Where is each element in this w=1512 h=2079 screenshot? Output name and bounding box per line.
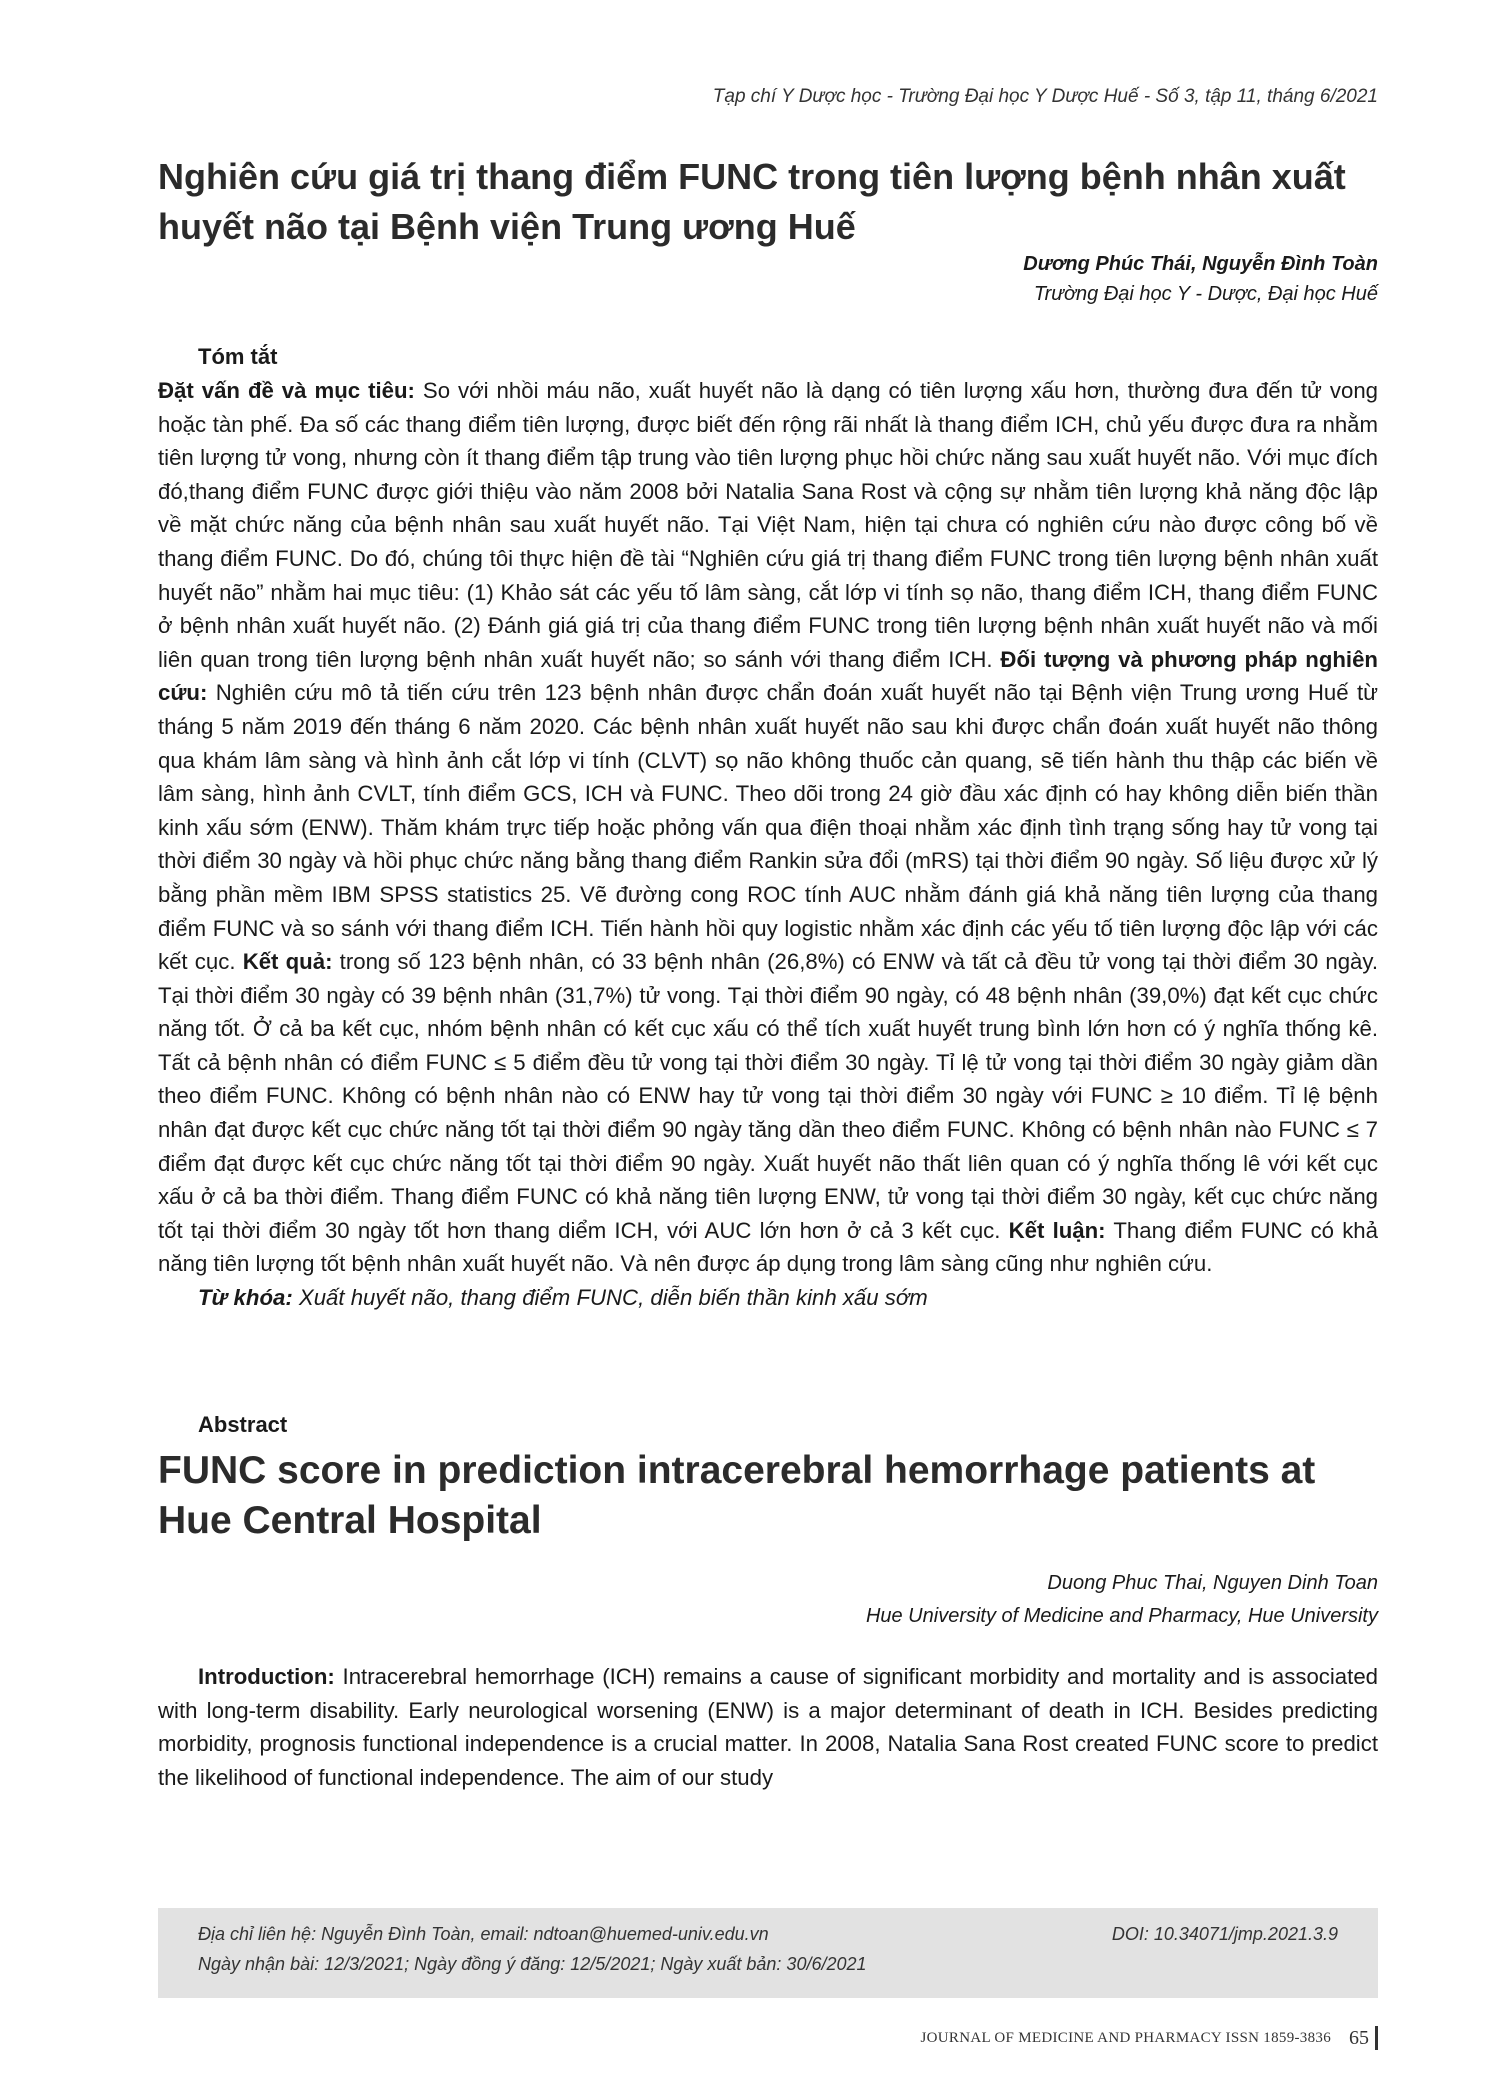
article-title-en: FUNC score in prediction intracerebral hemorrhage patients at Hue Central Hospital: [158, 1449, 1316, 1542]
keywords-vn: [158, 1281, 1378, 1315]
author-block-vn: [1023, 249, 1378, 309]
doi-link[interactable]: DOI: 10.34071/jmp.2021.3.9: [1111, 1924, 1338, 1944]
authors-en: Duong Phuc Thai, Nguyen Dinh Toan: [1047, 1572, 1378, 1594]
text-intro: Intracerebral hemorrhage (ICH) remains a cause of significant morbidity and mortality and is associated with long-term disability. Early neurological worsening (ENW) is a major determinant of death in ICH. Besides predicting morbidity, prognosis functional independence is a crucial matter. In 2008, Natalia Sana Rost created FUNC score to predict the likelihood of functional independence. The aim of our study: [158, 1664, 1378, 1790]
label-conclusion: Kết luận:: [1008, 1217, 1106, 1243]
abstract-vn-body: [158, 374, 1378, 1281]
abstract-vn: [158, 340, 1378, 1315]
authors-vn: Dương Phúc Thái, Nguyễn Đình Toàn: [1023, 253, 1378, 275]
label-background: Đặt vấn đề và mục tiêu:: [158, 378, 415, 403]
abstract-heading-en: Abstract: [198, 1412, 288, 1437]
summary-heading: Tóm tắt: [198, 344, 278, 369]
label-methods: Đối tượng và phương pháp nghiên cứu:: [158, 646, 1378, 706]
contact-row: [198, 1919, 1338, 1949]
author-block-en: [866, 1567, 1378, 1633]
journal-header: Tạp chí Y Dược học - Trường Đại học Y Dược Huế - Số 3, tập 11, tháng 6/2021: [712, 86, 1378, 107]
contact-box: [158, 1908, 1378, 1998]
article-title-vn: Nghiên cứu giá trị thang điểm FUNC trong tiên lượng bệnh nhân xuất huyết não tại Bệnh viện Trung ương Huế: [158, 156, 1346, 247]
page-footer: [920, 2026, 1378, 2050]
label-results: Kết quả:: [242, 949, 333, 975]
text-results: trong số 123 bệnh nhân, có 33 bệnh nhân (26,8%) có ENW và tất cả đều tử vong tại thời điểm 30 ngày. Tại thời điểm 30 ngày có 39 bệnh nhân (31,7%) tử vong. Tại thời điểm 90 ngày, có 48 bệnh nhân (39,0%) đạt kết cục chức năng tốt. Ở cả ba kết cục, nhóm bệnh nhân có kết cục xấu có thể tích xuất huyết trung bình lớn hơn có ý nghĩa thống kê. Tất cả bệnh nhân có điểm FUNC ≤ 5 điểm đều tử vong tại thời điểm 30 ngày. Tỉ lệ tử vong tại thời điểm 30 ngày giảm dần theo điểm FUNC. Không có bệnh nhân nào có ENW hay tử vong tại thời điểm 30 ngày với FUNC ≥ 10 điểm. Tỉ lệ bệnh nhân đạt được kết cục chức năng tốt tại thời điểm 90 ngày tăng dần theo điểm FUNC. Không có bệnh nhân nào FUNC ≤ 7 điểm đạt được kết cục chức năng tốt tại thời điểm 90 ngày. Xuất huyết não thất liên quan có ý nghĩa thống lê với kết cục xấu ở cả ba thời điểm. Thang điểm FUNC có khả năng tiên lượng ENW, tử vong tại thời điểm 30 ngày, kết cục chức năng tốt tại thời điểm 30 ngày tốt hơn thang diểm ICH, với AUC lớn hơn ở cả 3 kết cục.: [158, 949, 1378, 1243]
footer-journal-name: JOURNAL OF MEDICINE AND PHARMACY ISSN 1859-3836: [920, 2029, 1331, 2046]
footer-divider: [1375, 2026, 1378, 2050]
page-number: 65: [1349, 2026, 1369, 2049]
label-intro: Introduction:: [198, 1664, 335, 1689]
text-background: So với nhồi máu não, xuất huyết não là dạng có tiên lượng xấu hơn, thường đưa đến tử vong hoặc tàn phế. Đa số các thang điểm tiên lượng, được biết đến rộng rãi nhất là thang điểm ICH, chủ yếu được đưa ra nhằm tiên lượng tử vong, nhưng còn ít thang điểm tập trung vào tiên lượng phục hồi chức năng sau xuất huyết não. Với mục đích đó,thang điểm FUNC được giới thiệu vào năm 2008 bởi Natalia Sana Rost và cộng sự nhằm tiên lượng khả năng độc lập về mặt chức năng của bệnh nhân sau xuất huyết não. Tại Việt Nam, hiện tại chưa có nghiên cứu nào được công bố về thang điểm FUNC. Do đó, chúng tôi thực hiện đề tài “Nghiên cứu giá trị thang điểm FUNC trong tiên lượng bệnh nhân xuất huyết não” nhằm hai mục tiêu: (1) Khảo sát các yếu tố lâm sàng, cắt lớp vi tính sọ não, thang điểm ICH, thang điểm FUNC ở bệnh nhân xuất huyết não. (2) Đánh giá giá trị của thang điểm FUNC trong tiên lượng bệnh nhân xuất huyết não và mối liên quan trong tiên lượng bệnh nhân xuất huyết não; so sánh với thang điểm ICH.: [158, 378, 1378, 672]
abstract-en-body: [158, 1660, 1378, 1794]
publication-dates: Ngày nhận bài: 12/3/2021; Ngày đồng ý đăng: 12/5/2021; Ngày xuất bản: 30/6/2021: [198, 1954, 867, 1974]
label-keywords: Từ khóa:: [198, 1285, 293, 1311]
paper-page: [158, 0, 1378, 2079]
affiliation-vn: Trường Đại học Y - Dược, Đại học Huế: [1033, 283, 1378, 305]
text-conclusion: Thang điểm FUNC có khả năng tiên lượng tốt bệnh nhân xuất huyết não. Và nên được áp dụng trong lâm sàng cũng như nghiên cứu.: [158, 1217, 1378, 1277]
contact-address: Địa chỉ liên hệ: Nguyễn Đình Toàn, email: ndtoan@huemed-univ.edu.vn: [198, 1924, 769, 1944]
text-keywords: Xuất huyết não, thang điểm FUNC, diễn biến thần kinh xấu sớm: [298, 1285, 928, 1311]
affiliation-en: Hue University of Medicine and Pharmacy, Hue University: [865, 1605, 1378, 1627]
text-methods: Nghiên cứu mô tả tiến cứu trên 123 bệnh nhân được chẩn đoán xuất huyết não tại Bệnh viện Trung ương Huế từ tháng 5 năm 2019 đến tháng 6 năm 2020. Các bệnh nhân xuất huyết não sau khi được chẩn đoán xuất huyết não thông qua khám lâm sàng và hình ảnh cắt lớp vi tính (CLVT) sọ não không thuốc cản quang, sẽ tiến hành thu thập các biến về lâm sàng, hình ảnh CVLT, tính điểm GCS, ICH và FUNC. Theo dõi trong 24 giờ đầu xác định có hay không diễn biến thần kinh xấu sớm (ENW). Thăm khám trực tiếp hoặc phỏng vấn qua điện thoại nhằm xác định tình trạng sống hay tử vong tại thời điểm 30 ngày và hồi phục chức năng bằng thang điểm Rankin sửa đổi (mRS) tại thời điểm 90 ngày. Số liệu được xử lý bằng phần mềm IBM SPSS statistics 25. Vẽ đường cong ROC tính AUC nhằm đánh giá khả năng tiên lượng của thang điểm FUNC và so sánh với thang điểm ICH. Tiến hành hồi quy logistic nhằm xác định các yếu tố tiên lượng độc lập với các kết cục.: [158, 680, 1378, 975]
